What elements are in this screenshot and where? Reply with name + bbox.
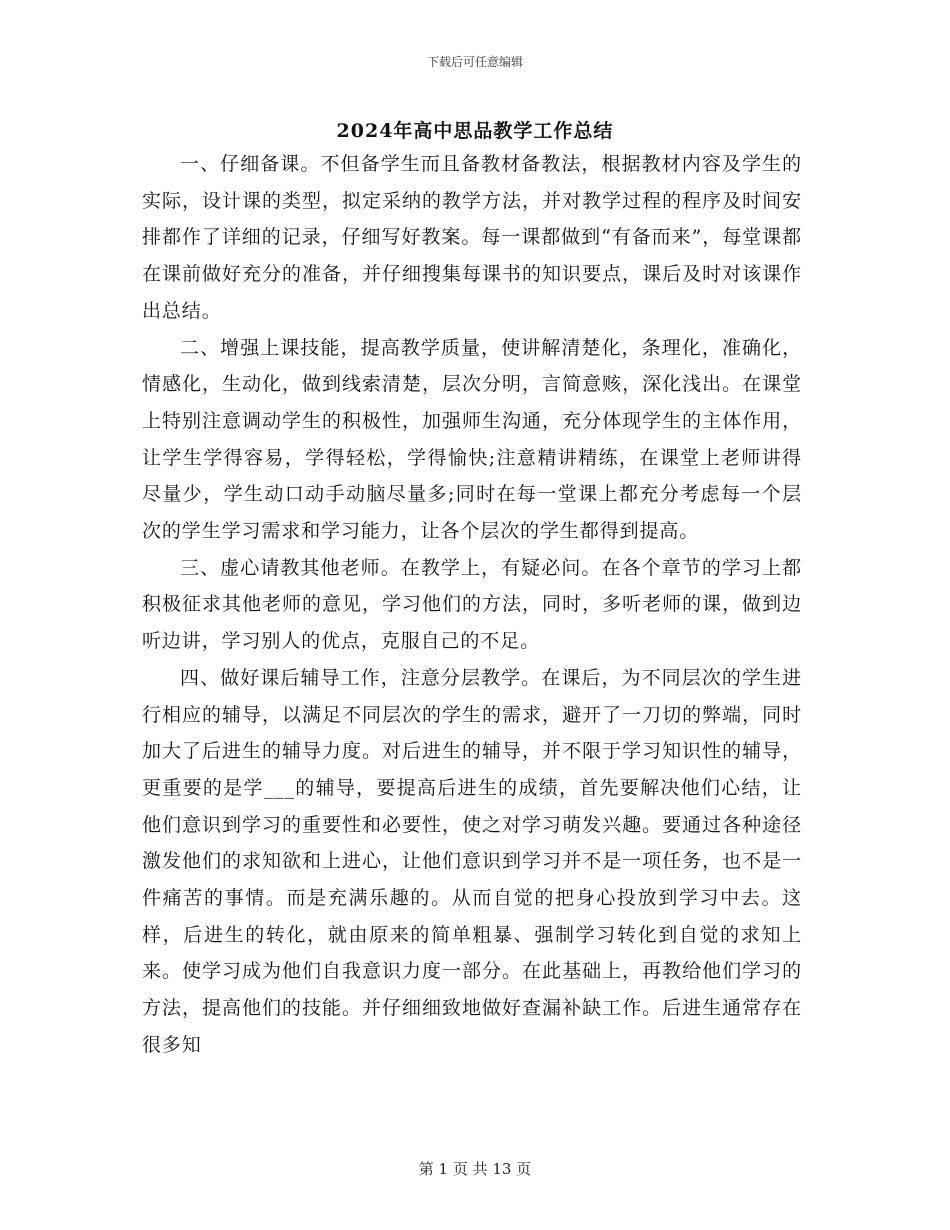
paragraph-2: 二、增强上课技能，提高教学质量，使讲解清楚化，条理化，准确化，情感化，生动化，做到线索清楚，层次分明，言简意赅，深化浅出。在课堂上特别注意调动学生的积极性，加强师生沟通，充分体现学生的主体作用，让学生学得容易，学得轻松，学得愉快;注意精讲精练，在课堂上老师讲得尽量少，学生动口动手动脑尽量多;同时在每一堂课上都充分考虑每一个层次的学生学习需求和学习能力，让各个层次的学生都得到提高。	[142, 336, 802, 543]
document-body	[142, 146, 802, 1064]
paragraph-4: 四、做好课后辅导工作，注意分层教学。在课后，为不同层次的学生进行相应的辅导，以满足不同层次的学生的需求，避开了一刀切的弊端，同时加大了后进生的辅导力度。对后进生的辅导，并不限于学习知识性的辅导，更重要的是学___的辅导，要提高后进生的成绩，首先要解决他们心结，让他们意识到学习的重要性和必要性，使之对学习萌发兴趣。要通过各种途径激发他们的求知欲和上进心，让他们意识到学习并不是一项任务，也不是一件痛苦的事情。而是充满乐趣的。从而自觉的把身心投放到学习中去。这样，后进生的转化，就由原来的简单粗暴、强制学习转化到自觉的求知上来。使学习成为他们自我意识力度一部分。在此基础上，再教给他们学习的方法，提高他们的技能。并仔细细致地做好查漏补缺工作。后进生通常存在很多知	[142, 666, 802, 1056]
paragraph-1: 一、仔细备课。不但备学生而且备教材备教法，根据教材内容及学生的实际，设计课的类型，拟定采纳的教学方法，并对教学过程的程序及时间安排都作了详细的记录，仔细写好教案。每一课都做到“有备而来”，每堂课都在课前做好充分的准备，并仔细搜集每课书的知识要点，课后及时对该课作出总结。	[142, 153, 802, 322]
document-title: 2024年高中思品教学工作总结	[336, 120, 614, 142]
header-note: 下载后可任意编辑	[426, 55, 523, 69]
paragraph-3: 三、虚心请教其他老师。在教学上，有疑必问。在各个章节的学习上都积极征求其他老师的意见，学习他们的方法，同时，多听老师的课，做到边听边讲，学习别人的优点，克服自己的不足。	[142, 556, 802, 653]
page-footer: 第 1 页 共 13 页	[418, 1160, 532, 1178]
